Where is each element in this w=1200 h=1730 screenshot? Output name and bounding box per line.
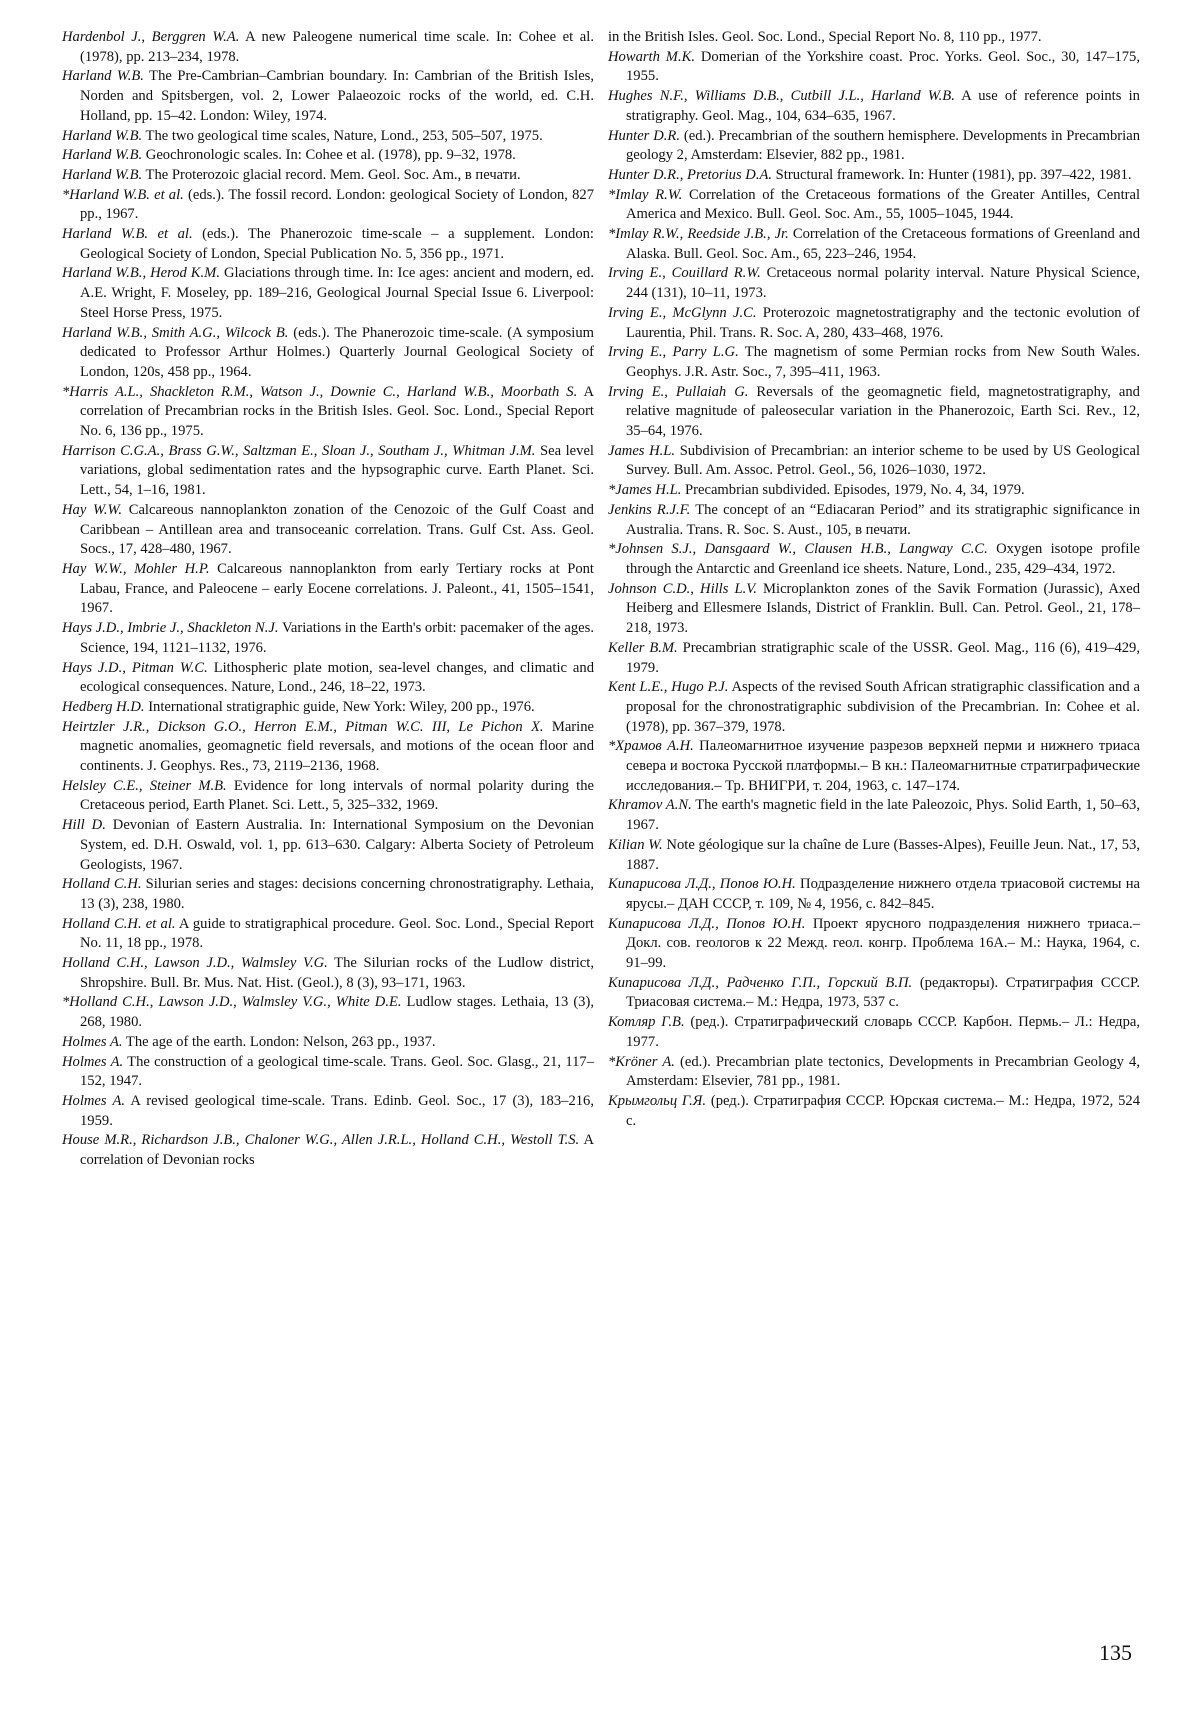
reference-entry [62,383,594,442]
reference-authors: Harland W.B. [62,68,144,84]
reference-entry [608,737,1140,796]
reference-entry [62,67,594,126]
reference-authors: Hughes N.F., Williams D.B., Cutbill J.L., Harland W.B. [608,88,955,104]
reference-entry [62,264,594,323]
reference-text: Oxygen isotope profile through the Antarctic and Greenland ice sheets. Nature, Lond., 235, 429–434, 1972. [626,541,1140,577]
reference-entry [62,777,594,816]
reference-entry [62,1053,594,1092]
reference-authors: Кипарисова Л.Д., Попов Ю.Н. [608,876,796,892]
reference-text: The magnetism of some Permian rocks from New South Wales. Geophys. J.R. Astr. Soc., 7, 395–411, 1963. [626,344,1140,380]
reference-text: The two geological time scales, Nature, Lond., 253, 505–507, 1975. [142,128,543,144]
reference-authors: Heirtzler J.R., Dickson G.O., Herron E.M., Pitman W.C. III, Le Pichon X. [62,719,544,735]
reference-authors: Irving E., Parry L.G. [608,344,739,360]
reference-entry [608,304,1140,343]
reference-authors: Кипарисова Л.Д., Радченко Г.П., Горский В.П. [608,975,912,991]
reference-entry [62,442,594,501]
reference-entry [62,166,594,186]
reference-authors: Hay W.W., Mohler H.P. [62,561,210,577]
reference-authors: Hardenbol J., Berggren W.A. [62,29,239,45]
reference-entry [62,28,594,67]
reference-entry [62,186,594,225]
reference-entry [608,639,1140,678]
reference-entry [608,678,1140,737]
reference-text: Lithospheric plate motion, sea-level changes, and climatic and ecological consequences. Nature, Lond., 246, 18–22, 1973. [80,660,594,696]
reference-text: A revised geological time-scale. Trans. Edinb. Geol. Soc., 17 (3), 183–216, 1959. [80,1093,594,1129]
reference-text: The Silurian rocks of the Ludlow district, Shropshire. Bull. Br. Mus. Nat. Hist. (Geol.), 8 (3), 93–171, 1963. [80,955,594,991]
reference-text: The construction of a geological time-scale. Trans. Geol. Soc. Glasg., 21, 117–152, 1947. [80,1054,594,1090]
reference-text: International stratigraphic guide, New York: Wiley, 200 pp., 1976. [145,699,535,715]
reference-text: Structural framework. In: Hunter (1981), pp. 397–422, 1981. [772,167,1132,183]
reference-authors: Holmes A. [62,1054,123,1070]
page-number: 135 [1099,1640,1132,1666]
reference-entry [608,974,1140,1013]
reference-authors: *Harris A.L., Shackleton R.M., Watson J., Downie C., Harland W.B., Moorbath S. [62,384,577,400]
reference-entry [608,481,1140,501]
reference-authors: Котляр Г.В. [608,1014,685,1030]
reference-authors: Irving E., Pullaiah G. [608,384,748,400]
reference-page [0,0,1200,1730]
reference-entry [608,186,1140,225]
reference-entry [62,659,594,698]
reference-entry [608,87,1140,126]
reference-entry [62,619,594,658]
reference-authors: Kilian W. [608,837,663,853]
reference-text: Proterozoic magnetostratigraphy and the tectonic evolution of Laurentia, Phil. Trans. R. Soc. A, 280, 433–468, 1976. [626,305,1140,341]
reference-text: Проект ярусного подразделения нижнего триаса.– Докл. сов. геологов к 22 Межд. геол. конгр. Проблема 16А.– М.: Наука, 1964, с. 91–99. [626,916,1140,971]
reference-text: Sea level variations, global sedimentation rates and the hypsographic curve. Earth Planet. Sci. Lett., 54, 1–16, 1981. [80,443,594,498]
reference-entry [608,442,1140,481]
reference-authors: *James H.L. [608,482,681,498]
reference-entry [608,28,1140,48]
reference-entry [608,915,1140,974]
reference-entry [62,993,594,1032]
reference-text: (eds.). The Phanerozoic time-scale – a supplement. London: Geological Society of London, Special Publication No. 5, 356 pp., 1971. [80,226,594,262]
left-column [62,28,594,1171]
reference-authors: *Harland W.B. et al. [62,187,184,203]
reference-entry [62,915,594,954]
reference-authors: Holmes A. [62,1034,123,1050]
reference-authors: Harrison C.G.A., Brass G.W., Saltzman E., Sloan J., Southam J., Whitman J.M. [62,443,535,459]
reference-entry [62,1092,594,1131]
reference-text: The Pre-Cambrian–Cambrian boundary. In: Cambrian of the British Isles, Norden and Spitsbergen, vol. 2, Lower Palaeozoic rocks of the world, ed. C.H. Holland, pp. 15–42. London: Wiley, 1974. [80,68,594,123]
reference-entry [608,501,1140,540]
reference-text: Variations in the Earth's orbit: pacemaker of the ages. Science, 194, 1121–1132, 1976. [80,620,594,656]
reference-authors: James H.L. [608,443,675,459]
reference-authors: *Imlay R.W., Reedside J.B., Jr. [608,226,789,242]
reference-text: Precambrian stratigraphic scale of the USSR. Geol. Mag., 116 (6), 419–429, 1979. [626,640,1140,676]
reference-entry [608,343,1140,382]
reference-text: Geochronologic scales. In: Cohee et al. (1978), pp. 9–32, 1978. [142,147,516,163]
reference-text: Note géologique sur la chaîne de Lure (Basses-Alpes), Feuille Jeun. Nat., 17, 53, 1887. [626,837,1140,873]
reference-authors: Irving E., Couillard R.W. [608,265,761,281]
reference-entry [608,875,1140,914]
reference-authors: Johnson C.D., Hills L.V. [608,581,757,597]
reference-text: Aspects of the revised South African stratigraphic classification and a proposal for the chronostratigraphic subdivision of the Precambrian. In: Cohee et al. (1978), pp. 367–379, 1978. [626,679,1140,734]
reference-authors: Howarth M.K. [608,49,695,65]
reference-entry [62,816,594,875]
reference-entry [608,166,1140,186]
reference-text: (редакторы). Стратиграфия СССР. Триасовая система.– М.: Недра, 1973, 537 с. [626,975,1140,1011]
reference-entry [608,383,1140,442]
reference-authors: Harland W.B. et al. [62,226,193,242]
reference-text: Calcareous nannoplankton from early Tertiary rocks at Pont Labau, France, and Paleocene – early Eocene correlations. J. Paleont., 41, 1505–1541, 1967. [80,561,594,616]
reference-entry [608,264,1140,303]
reference-text: A guide to stratigraphical procedure. Geol. Soc. Lond., Special Report No. 11, 18 pp., 1978. [80,916,594,952]
reference-authors: Harland W.B. [62,147,142,163]
reference-entry [608,48,1140,87]
reference-authors: Helsley C.E., Steiner M.B. [62,778,227,794]
reference-entry [62,146,594,166]
reference-text: The concept of an “Ediacaran Period” and its stratigraphic significance in Australia. Trans. R. Soc. S. Aust., 105, в печати. [626,502,1140,538]
reference-text: Ludlow stages. Lethaia, 13 (3), 268, 1980. [80,994,594,1030]
reference-authors: Hays J.D., Imbrie J., Shackleton N.J. [62,620,279,636]
reference-text: Marine magnetic anomalies, geomagnetic field reversals, and motions of the ocean floor and continents. J. Geophys. Res., 73, 2119–2136, 1968. [80,719,594,774]
reference-entry [62,225,594,264]
reference-text: (eds.). The Phanerozoic time-scale. (A symposium dedicated to Professor Arthur Holmes.) Quarterly Journal Geological Society of London, 120s, 458 pp., 1964. [80,325,594,380]
reference-text: (ed.). Precambrian of the southern hemisphere. Developments in Precambrian geology 2, Amsterdam: Elsevier, 882 pp., 1981. [626,128,1140,164]
reference-text: A new Paleogene numerical time scale. In: Cohee et al. (1978), pp. 213–234, 1978. [80,29,594,65]
reference-entry [608,836,1140,875]
reference-authors: Harland W.B. [62,167,142,183]
reference-entry [608,1053,1140,1092]
reference-entry [62,324,594,383]
reference-authors: Кипарисова Л.Д., Попов Ю.Н. [608,916,805,932]
reference-authors: Holland C.H. [62,876,142,892]
reference-authors: Hill D. [62,817,106,833]
reference-authors: Kent L.E., Hugo P.J. [608,679,728,695]
reference-authors: Hedberg H.D. [62,699,145,715]
reference-authors: Hay W.W. [62,502,122,518]
reference-authors: Harland W.B. [62,128,142,144]
reference-text: The age of the earth. London: Nelson, 263 pp., 1937. [123,1034,436,1050]
reference-authors: Holmes A. [62,1093,125,1109]
reference-authors: Harland W.B., Herod K.M. [62,265,220,281]
reference-authors: Jenkins R.J.F. [608,502,690,518]
reference-authors: *Holland C.H., Lawson J.D., Walmsley V.G., White D.E. [62,994,402,1010]
reference-authors: Hunter D.R. [608,128,680,144]
reference-text: Domerian of the Yorkshire coast. Proc. Yorks. Geol. Soc., 30, 147–175, 1955. [626,49,1140,85]
reference-authors: Hays J.D., Pitman W.C. [62,660,208,676]
reference-text: Reversals of the geomagnetic field, magnetostratigraphy, and relative magnitude of paleosecular variation in the Phanerozoic, Earth Sci. Rev., 12, 35–64, 1976. [626,384,1140,439]
reference-entry [62,1131,594,1170]
reference-entry [62,127,594,147]
reference-authors: Khramov A.N. [608,797,692,813]
reference-entry [608,796,1140,835]
reference-text: Подразделение нижнего отдела триасовой системы на ярусы.– ДАН СССР, т. 109, № 4, 1956, с. 842–845. [626,876,1140,912]
reference-authors: Holland C.H., Lawson J.D., Walmsley V.G. [62,955,328,971]
reference-entry [62,718,594,777]
reference-text: in the British Isles. Geol. Soc. Lond., Special Report No. 8, 110 pp., 1977. [608,29,1042,45]
reference-authors: *Johnsen S.J., Dansgaard W., Clausen H.B., Langway C.C. [608,541,988,557]
reference-entry [608,1092,1140,1131]
reference-text: The earth's magnetic field in the late Paleozoic, Phys. Solid Earth, 1, 50–63, 1967. [626,797,1140,833]
reference-authors: Hunter D.R., Pretorius D.A. [608,167,772,183]
reference-text: (ред.). Стратиграфия СССР. Юрская система.– М.: Недра, 1972, 524 с. [626,1093,1140,1129]
right-column [608,28,1140,1131]
reference-text: Subdivision of Precambrian: an interior scheme to be used by US Geological Survey. Bull. Am. Assoc. Petrol. Geol., 56, 1026–1030, 1972. [626,443,1140,479]
reference-entry [608,540,1140,579]
reference-authors: House M.R., Richardson J.B., Chaloner W.G., Allen J.R.L., Holland C.H., Westoll T.S. [62,1132,579,1148]
reference-text: Cretaceous normal polarity interval. Nature Physical Science, 244 (131), 10–11, 1973. [626,265,1140,301]
reference-text: (ред.). Стратиграфический словарь СССР. Карбон. Пермь.– Л.: Недра, 1977. [626,1014,1140,1050]
reference-text: A correlation of Devonian rocks [80,1132,594,1168]
reference-entry [608,127,1140,166]
reference-entry [62,954,594,993]
reference-entry [62,1033,594,1053]
reference-text: Палеомагнитное изучение разрезов верхней перми и нижнего триаса севера и востока Русской платформы.– В кн.: Палеомагнитные стратиграфические исследования.– Тр. ВНИГРИ, т. 204, 1963, с. 147–174. [626,738,1140,793]
reference-text: Correlation of the Cretaceous formations of Greenland and Alaska. Bull. Geol. Soc. Am., 65, 223–246, 1954. [626,226,1140,262]
reference-entry [62,698,594,718]
reference-entry [608,1013,1140,1052]
reference-authors: Крымгольц Г.Я. [608,1093,706,1109]
reference-text: Silurian series and stages: decisions concerning chronostratigraphy. Lethaia, 13 (3), 238, 1980. [80,876,594,912]
reference-authors: *Imlay R.W. [608,187,682,203]
reference-entry [62,560,594,619]
reference-text: Glaciations through time. In: Ice ages: ancient and modern, ed. A.E. Wright, F. Moseley, pp. 189–216, Geological Journal Special Issue 6. Liverpool: Steel Horse Press, 1975. [80,265,594,320]
reference-authors: Keller B.M. [608,640,678,656]
reference-text: Calcareous nannoplankton zonation of the Cenozoic of the Gulf Coast and Caribbean – Antillean area and transoceanic correlation. Trans. Gulf Cst. Ass. Geol. Socs., 17, 428–480, 1967. [80,502,594,557]
reference-text: Microplankton zones of the Savik Formation (Jurassic), Axed Heiberg and Ellesmere Islands, District of Franklin. Bull. Can. Petrol. Geol., 21, 178–218, 1973. [626,581,1140,636]
reference-text: Devonian of Eastern Australia. In: International Symposium on the Devonian System, ed. D.H. Oswald, vol. 1, pp. 613–630. Calgary: Alberta Society of Petroleum Geologists, 1967. [80,817,594,872]
reference-entry [62,501,594,560]
reference-entry [62,875,594,914]
reference-authors: *Храмов А.Н. [608,738,694,754]
reference-authors: Irving E., McGlynn J.C. [608,305,757,321]
reference-text: (eds.). The fossil record. London: geological Society of London, 827 pp., 1967. [80,187,594,223]
reference-authors: Harland W.B., Smith A.G., Wilcock B. [62,325,288,341]
reference-authors: Holland C.H. et al. [62,916,176,932]
reference-entry [608,580,1140,639]
reference-text: Evidence for long intervals of normal polarity during the Cretaceous period, Earth Planet. Sci. Lett., 5, 325–332, 1969. [80,778,594,814]
reference-text: A use of reference points in stratigraphy. Geol. Mag., 104, 634–635, 1967. [626,88,1140,124]
reference-text: (ed.). Precambrian plate tectonics, Developments in Precambrian Geology 4, Amsterdam: Elsevier, 781 pp., 1981. [626,1054,1140,1090]
reference-authors: *Kröner A. [608,1054,675,1070]
reference-text: Precambrian subdivided. Episodes, 1979, No. 4, 34, 1979. [681,482,1024,498]
reference-text: A correlation of Precambrian rocks in the British Isles. Geol. Soc. Lond., Special Report No. 6, 136 pp., 1975. [80,384,594,439]
reference-text: Correlation of the Cretaceous formations of the Greater Antilles, Central America and Mexico. Bull. Geol. Soc. Am., 55, 1005–1045, 1944. [626,187,1140,223]
reference-entry [608,225,1140,264]
reference-text: The Proterozoic glacial record. Mem. Geol. Soc. Am., в печати. [142,167,520,183]
